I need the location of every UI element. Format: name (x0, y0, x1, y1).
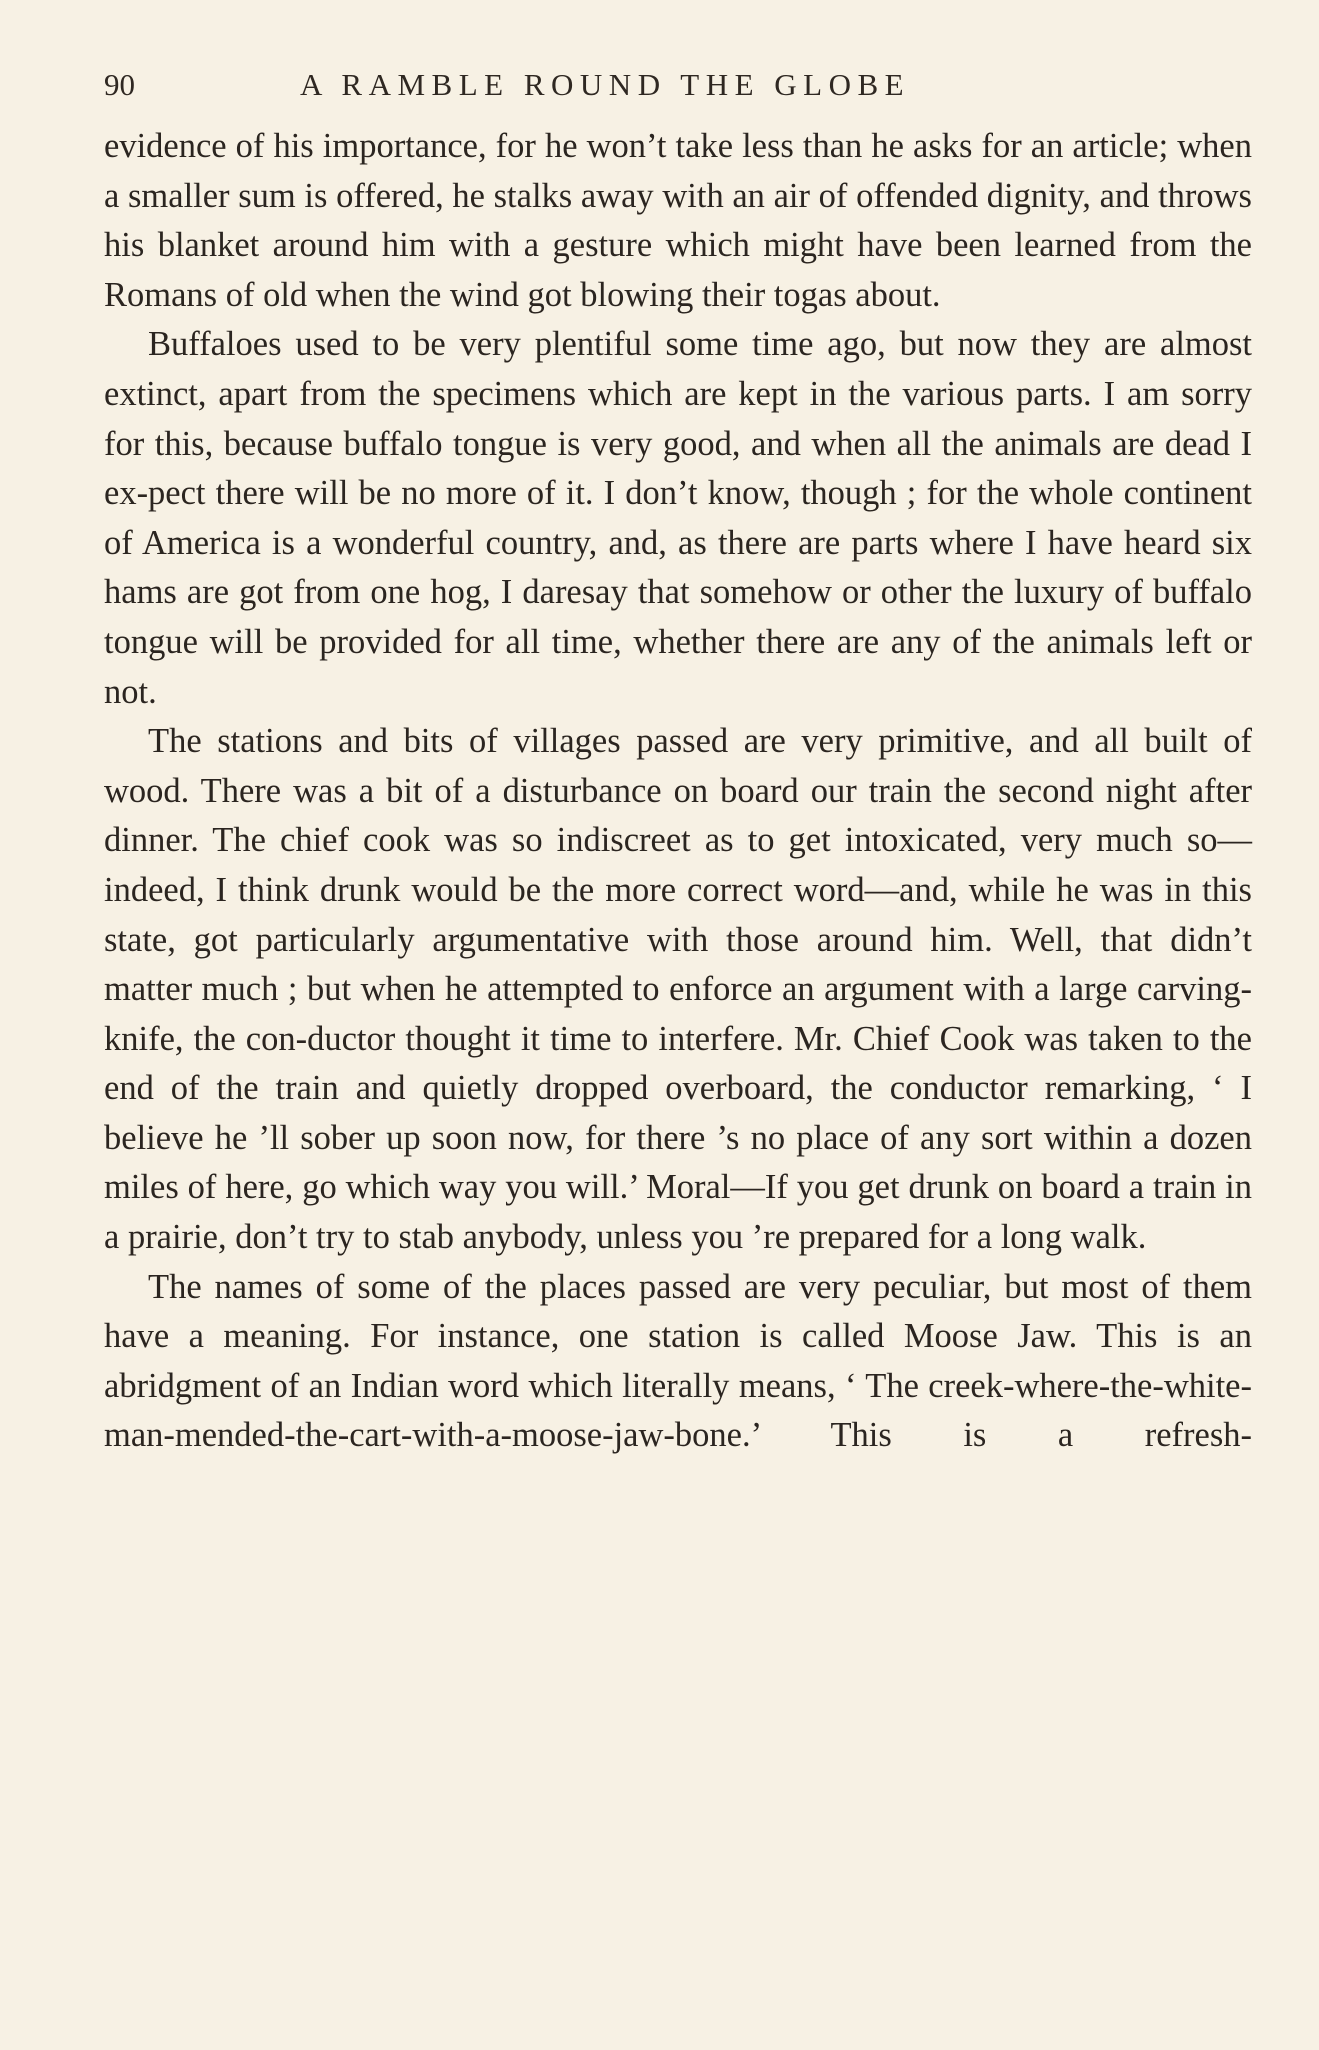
running-header (104, 62, 1252, 108)
paragraph-buffaloes: Buffaloes used to be very plentiful some time ago, but now they are almost extinct, apart from the specimens which are kept in the various parts. I am sorry for this, because buffalo tongue is very good, and when all the animals are dead I ex-pect there will be no more of it. I don’t know, though ; for the whole continent of America is a wonderful country, and, as there are parts where I have heard six hams are got from one hog, I daresay that somehow or other the luxury of buffalo tongue will be provided for all time, whether there are any of the animals left or not. (104, 325, 1252, 711)
body-text (104, 122, 1252, 1461)
paragraph-place-names: The names of some of the places passed are very peculiar, but most of them have a meaning. For instance, one station is called Moose Jaw. This is an abridgment of an Indian word which literally means, ‘ The creek-where-the-white-man-mended-the-cart-with-a-moose-jaw-bone.’ This is a refresh- (104, 1267, 1252, 1455)
running-title: A RAMBLE ROUND THE GLOBE (300, 67, 911, 102)
page-number: 90 (104, 67, 135, 102)
book-page (104, 62, 1252, 1461)
paragraph-continuation: evidence of his importance, for he won’t take less than he asks for an article; when a smaller sum is offered, he stalks away with an air of offended dignity, and throws his blanket around him with a gesture which might have been learned from the Romans of old when the wind got blowing their togas about. (104, 127, 1252, 314)
paragraph-stations: The stations and bits of villages passed are very primitive, and all built of wood. There was a bit of a disturbance on board our train the second night after dinner. The chief cook was so indiscreet as to get intoxicated, very much so—indeed, I think drunk would be the more correct word—and, while he was in this state, got particularly argumentative with those around him. Well, that didn’t matter much ; but when he attempted to enforce an argument with a large carving-knife, the con-ductor thought it time to interfere. Mr. Chief Cook was taken to the end of the train and quietly dropped overboard, the conductor remarking, ‘ I believe he ’ll sober up soon now, for there ’s no place of any sort within a dozen miles of here, go which way you will.’ Moral—If you get drunk on board a train in a prairie, don’t try to stab anybody, unless you ’re prepared for a long walk. (104, 722, 1252, 1257)
